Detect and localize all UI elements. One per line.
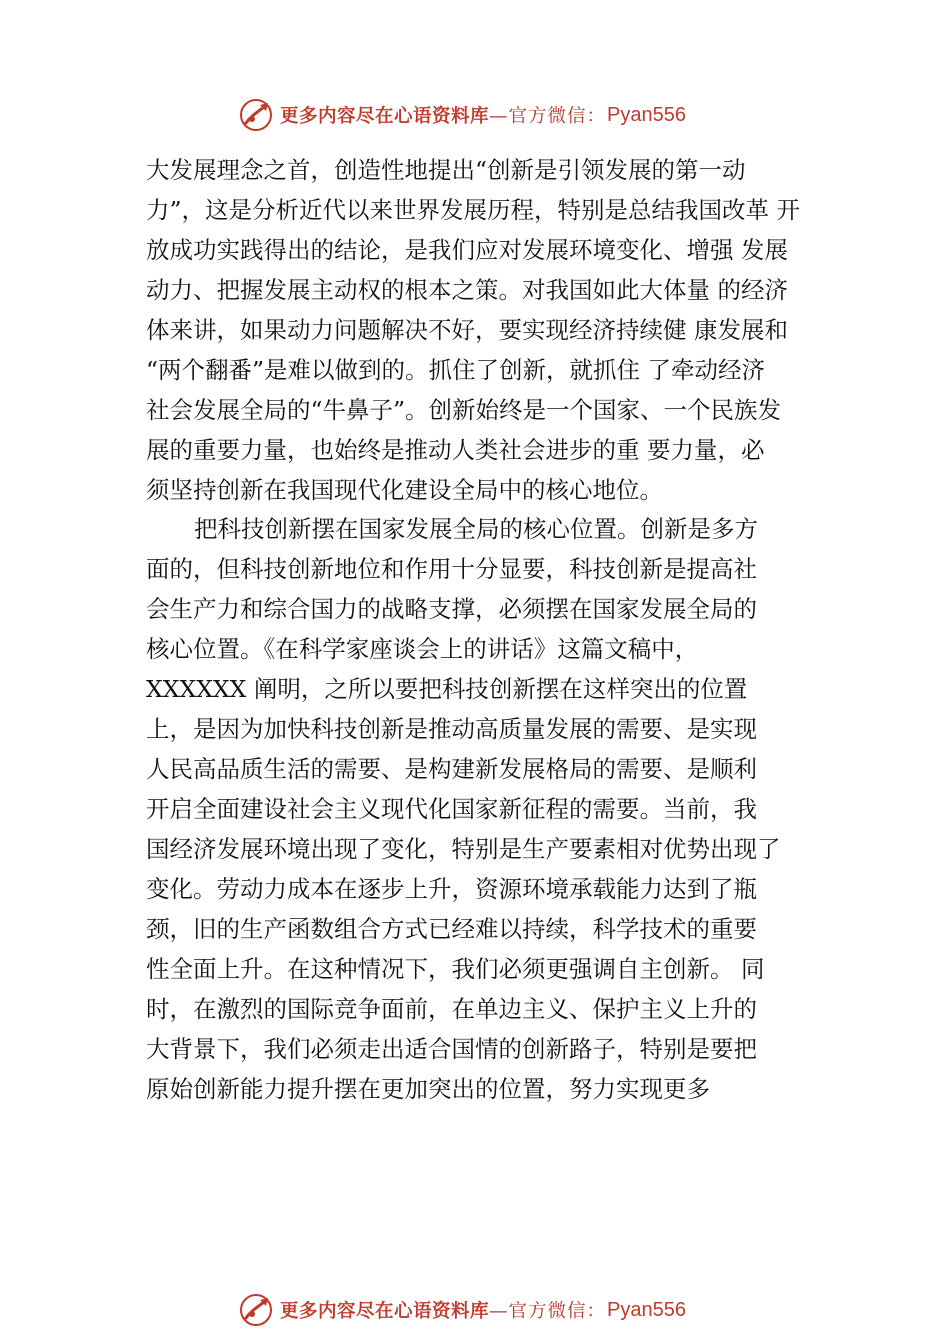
text-line: 面的，但科技创新地位和作用十分显要，科技创新是提高社: [146, 555, 757, 583]
text-line: 力”，这是分析近代以来世界发展历程，特别是总结我国改革 开: [146, 196, 800, 224]
text-line: 性全面上升。在这种情况下，我们必须更强调自主创新。 同: [146, 955, 765, 983]
text-line: 大发展理念之首，创造性地提出“创新是引领发展的第一动: [146, 156, 746, 184]
paragraph-body: [146, 549, 781, 1109]
text-line: 会生产力和综合国力的战略支撑，必须摆在国家发展全局的: [146, 595, 757, 623]
banner-wechat-id: Pyan556: [607, 1298, 687, 1321]
banner-official-wechat: —官方微信: [489, 106, 587, 127]
footer-banner: [238, 1290, 738, 1330]
pen-logo-icon: [238, 97, 274, 133]
text-line: 须坚持创新在我国现代化建设全局中的核心地位。: [146, 476, 663, 504]
banner-title: 更多内容尽在心语资料库: [280, 106, 490, 127]
text-line: 大背景下，我们必须走出适合国情的创新路子，特别是要把: [146, 1035, 757, 1063]
banner-title: 更多内容尽在心语资料库: [280, 1301, 490, 1322]
text-line: 颈，旧的生产函数组合方式已经难以持续，科学技术的重要: [146, 915, 757, 943]
pen-logo-icon: [238, 1292, 274, 1328]
paragraph-first-line: [194, 509, 758, 549]
banner-official-wechat: —官方微信: [489, 1301, 587, 1322]
text-line: 放成功实践得出的结论，是我们应对发展环境变化、增强 发展: [146, 236, 788, 264]
text-line: “两个翻番”是难以做到的。抓住了创新，就抓住 了牵动经济: [146, 356, 765, 384]
text-line: 开启全面建设社会主义现代化国家新征程的需要。当前，我: [146, 795, 757, 823]
text-line: 变化。劳动力成本在逐步上升，资源环境承载能力达到了瓶: [146, 875, 757, 903]
text-line: 时，在激烈的国际竞争面前，在单边主义、保护主义上升的: [146, 995, 757, 1023]
text-line: 动力、把握发展主动权的根本之策。对我国如此大体量 的经济: [146, 276, 788, 304]
text-line: 核心位置。《在科学家座谈会上的讲话》这篇文稿中，: [146, 635, 699, 663]
text-line: 原始创新能力提升摆在更加突出的位置，努力实现更多: [146, 1075, 710, 1103]
text-line: XXXXXX 阐明，之所以要把科技创新摆在这样突出的位置: [146, 675, 748, 703]
text-line: 社会发展全局的“牛鼻子”。创新始终是一个国家、一个民族发: [146, 396, 782, 424]
text-line: 体来讲，如果动力问题解决不好，要实现经济持续健 康发展和: [146, 316, 788, 344]
banner-wechat-id: Pyan556: [607, 103, 687, 126]
text-line: 展的重要力量，也始终是推动人类社会进步的重 要力量，必: [146, 436, 765, 464]
header-banner: [238, 95, 738, 135]
text-line: 把科技创新摆在国家发展全局的核心位置。创新是多方: [194, 515, 758, 543]
text-line: 人民高品质生活的需要、是构建新发展格局的需要、是顺利: [146, 755, 757, 783]
paragraph-continued: [146, 150, 800, 510]
banner-colon: ：: [586, 106, 606, 127]
text-line: 上，是因为加快科技创新是推动高质量发展的需要、是实现: [146, 715, 757, 743]
banner-colon: ：: [586, 1301, 606, 1322]
text-line: 国经济发展环境出现了变化，特别是生产要素相对优势出现了: [146, 835, 781, 863]
